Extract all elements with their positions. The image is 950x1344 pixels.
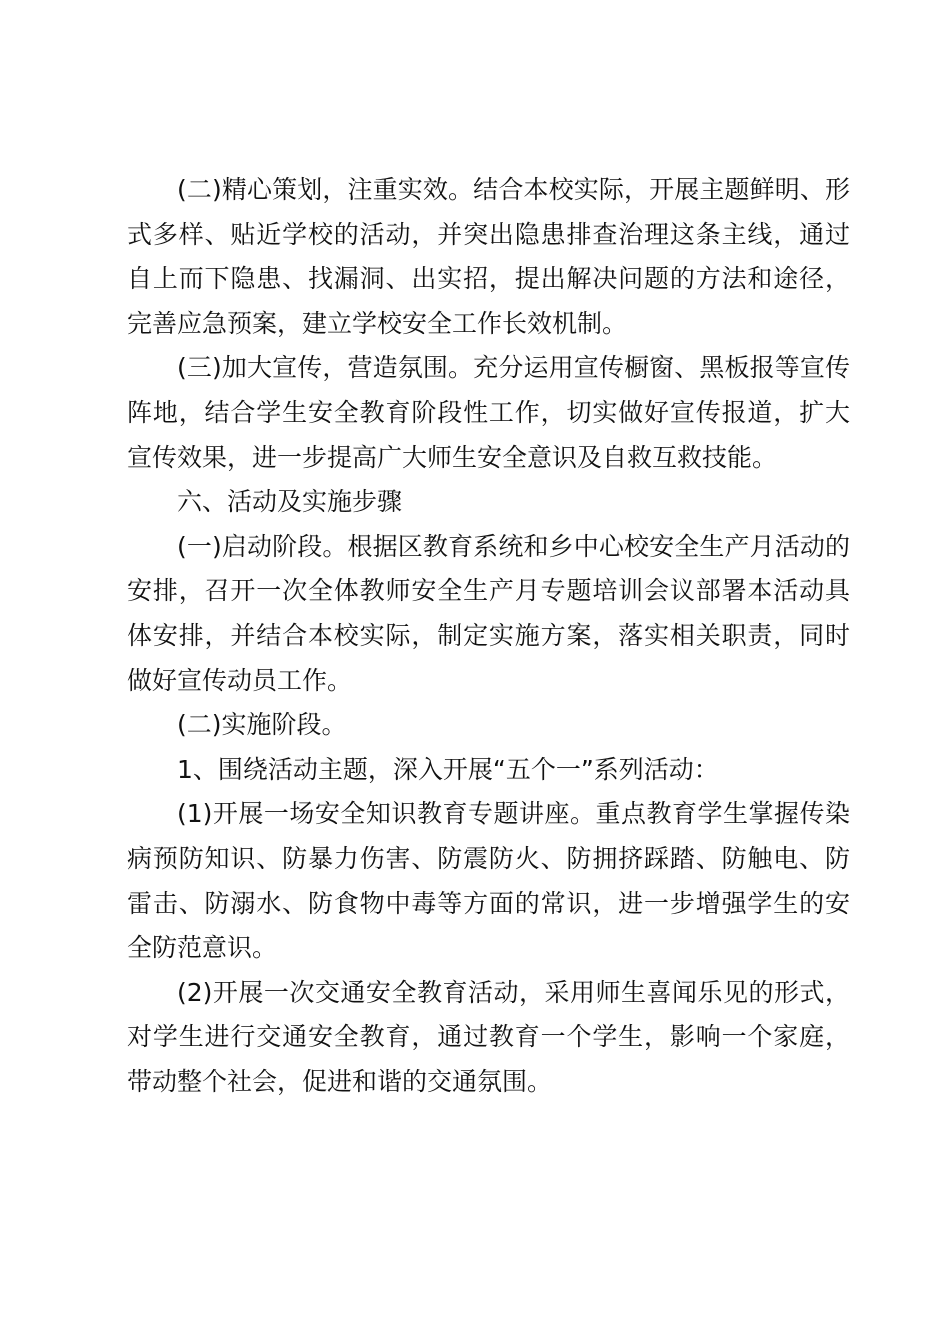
document-page bbox=[127, 168, 850, 1104]
paragraph-safety-lecture: (1)开展一场安全知识教育专题讲座。重点教育学生掌握传染病预防知识、防暴力伤害、防震防火、防拥挤踩踏、防触电、防雷击、防溺水、防食物中毒等方面的常识，进一步增强学生的安全防范意识。 bbox=[127, 799, 850, 963]
paragraph-traffic-education: (2)开展一次交通安全教育活动，采用师生喜闻乐见的形式，对学生进行交通安全教育，通过教育一个学生，影响一个家庭，带动整个社会，促进和谐的交通氛围。 bbox=[127, 977, 850, 1096]
paragraph-planning: (二)精心策划，注重实效。结合本校实际，开展主题鲜明、形式多样、贴近学校的活动，并突出隐患排查治理这条主线，通过自上而下隐患、找漏洞、出实招，提出解决问题的方法和途径，完善应急预案，建立学校安全工作长效机制。 bbox=[127, 175, 850, 338]
section-heading-steps: 六、活动及实施步骤 bbox=[177, 487, 403, 517]
paragraph-five-activities: 1、围绕活动主题，深入开展“五个一”系列活动： bbox=[177, 754, 719, 784]
paragraph-publicity: (三)加大宣传，营造氛围。充分运用宣传橱窗、黑板报等宣传阵地，结合学生安全教育阶段性工作，切实做好宣传报道，扩大宣传效果，进一步提高广大师生安全意识及自救互救技能。 bbox=[127, 353, 850, 472]
paragraph-launch-stage: (一)启动阶段。根据区教育系统和乡中心校安全生产月活动的安排，召开一次全体教师安全生产月专题培训会议部署本活动具体安排，并结合本校实际，制定实施方案，落实相关职责，同时做好宣传动员工作。 bbox=[127, 531, 850, 695]
paragraph-implementation-stage: (二)实施阶段。 bbox=[177, 710, 347, 740]
